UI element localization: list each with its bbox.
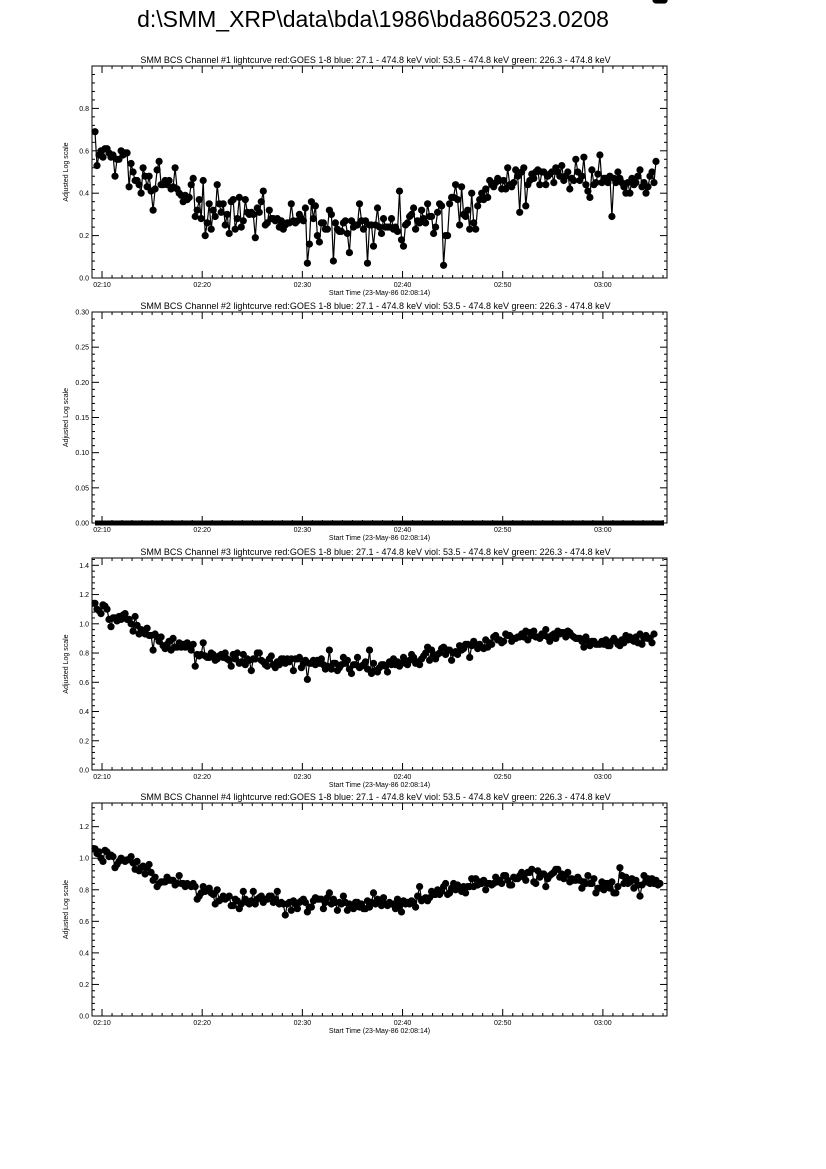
data-point: [482, 185, 489, 192]
data-point: [374, 204, 381, 211]
data-point: [614, 168, 621, 175]
data-point: [294, 905, 301, 912]
data-point: [210, 207, 217, 214]
data-point: [266, 207, 273, 214]
data-point: [408, 211, 415, 218]
chart-panel-3: [63, 0, 668, 789]
data-point: [468, 190, 475, 197]
data-point: [586, 194, 593, 201]
data-point: [138, 190, 145, 197]
data-point: [508, 881, 515, 888]
data-point: [582, 181, 589, 188]
data-point: [252, 234, 259, 241]
data-point: [188, 181, 195, 188]
data-point: [558, 162, 565, 169]
data-point: [99, 858, 106, 865]
data-point: [240, 217, 247, 224]
data-point: [232, 226, 239, 233]
data-point: [304, 676, 311, 683]
data-point: [354, 654, 361, 661]
data-point: [190, 641, 197, 648]
data-point: [312, 202, 319, 209]
data-point: [222, 221, 229, 228]
data-point: [650, 630, 657, 637]
data-point: [608, 213, 615, 220]
data-point: [250, 888, 257, 895]
plot-frame: [92, 312, 667, 523]
data-point: [140, 164, 147, 171]
y-axis-label: Adjusted Log scale: [63, 387, 70, 448]
data-point: [314, 232, 321, 239]
data-point: [474, 202, 481, 209]
y-tick-label: 0.0: [79, 275, 89, 283]
x-tick-label: 02:20: [193, 774, 211, 781]
x-tick-label: 02:40: [393, 1020, 412, 1027]
data-point: [370, 889, 377, 896]
data-point: [564, 168, 571, 175]
data-point: [176, 872, 183, 879]
x-tick-label: 03:00: [594, 282, 612, 289]
x-tick-label: 02:20: [193, 1020, 211, 1027]
y-tick-label: 0.05: [75, 485, 89, 493]
data-point: [103, 606, 110, 613]
data-point: [516, 209, 523, 216]
data-point: [616, 864, 623, 871]
data-point: [432, 224, 439, 231]
chart-title: SMM BCS Channel #3 lightcurve red:GOES 1-8 blue: 27.1 - 474.8 keV viol: 53.5 - 474.8 keV green: 226.3 - 474.8 keV: [140, 547, 611, 557]
data-point: [394, 228, 401, 235]
data-point: [97, 610, 104, 617]
data-point: [434, 209, 441, 216]
data-point: [212, 213, 219, 220]
x-tick-label: 02:30: [293, 282, 312, 289]
y-axis-label: Adjusted Log scale: [63, 879, 70, 940]
data-point: [192, 663, 199, 670]
data-point: [328, 211, 335, 218]
data-point: [136, 181, 143, 188]
data-point: [166, 177, 173, 184]
chart-title: SMM BCS Channel #1 lightcurve red:GOES 1-8 blue: 27.1 - 474.8 keV viol: 53.5 - 474.8 keV green: 226.3 - 474.8 keV: [140, 55, 611, 65]
data-point: [522, 202, 529, 209]
data-point: [308, 904, 315, 911]
data-point: [634, 173, 641, 180]
data-point: [626, 190, 633, 197]
chart-panel-4: [63, 0, 668, 1035]
data-point: [242, 196, 249, 203]
x-tick-label: 02:50: [493, 774, 512, 781]
data-point: [484, 194, 491, 201]
data-point: [326, 889, 333, 896]
y-tick-label: 0.4: [79, 709, 89, 717]
x-tick-label: 02:50: [493, 527, 512, 534]
y-tick-label: 1.2: [79, 824, 89, 832]
data-point: [204, 219, 211, 226]
data-point: [340, 893, 347, 900]
data-point: [111, 173, 118, 180]
data-point: [332, 219, 339, 226]
x-tick-label: 02:40: [393, 282, 412, 289]
data-point: [128, 620, 135, 627]
data-point: [158, 633, 165, 640]
data-point: [310, 215, 317, 222]
data-point: [412, 226, 419, 233]
y-tick-label: 0.0: [79, 1013, 89, 1021]
data-point: [580, 154, 587, 161]
y-tick-label: 0.2: [79, 233, 89, 241]
x-tick-label: 02:10: [93, 282, 111, 289]
x-tick-label: 02:10: [93, 527, 111, 534]
data-point: [418, 207, 425, 214]
data-point: [248, 667, 255, 674]
data-point: [130, 168, 137, 175]
y-tick-label: 0.6: [79, 679, 89, 687]
x-axis-label: Start Time (23-May-86 02:08:14): [328, 782, 431, 789]
data-point: [134, 858, 141, 865]
data-point: [198, 215, 205, 222]
data-point: [186, 194, 193, 201]
y-tick-label: 0.8: [79, 650, 89, 658]
data-point: [128, 853, 135, 860]
y-tick-label: 1.0: [79, 855, 89, 863]
y-tick-label: 0.30: [75, 309, 89, 317]
data-point: [360, 226, 367, 233]
data-point: [200, 177, 207, 184]
data-point: [642, 190, 649, 197]
data-point: [388, 215, 395, 222]
data-point: [594, 171, 601, 178]
data-point: [550, 179, 557, 186]
data-point: [109, 853, 116, 860]
data-point: [192, 883, 199, 890]
data-point: [206, 200, 213, 207]
data-point: [396, 188, 403, 195]
data-point: [500, 177, 507, 184]
data-point: [274, 888, 281, 895]
data-point: [288, 907, 295, 914]
data-point: [304, 260, 311, 267]
data-point: [238, 224, 245, 231]
x-tick-label: 02:50: [493, 1020, 512, 1027]
data-point: [528, 866, 535, 873]
x-tick-label: 03:00: [594, 1020, 612, 1027]
y-tick-label: 0.0: [79, 767, 89, 775]
data-point: [412, 904, 419, 911]
data-point: [584, 188, 591, 195]
data-point: [258, 198, 265, 205]
data-point: [596, 151, 603, 158]
data-point: [208, 226, 215, 233]
data-point: [458, 183, 465, 190]
data-point: [438, 202, 445, 209]
chart-title: SMM BCS Channel #4 lightcurve red:GOES 1-8 blue: 27.1 - 474.8 keV viol: 53.5 - 474.8 keV green: 226.3 - 474.8 keV: [140, 792, 611, 802]
data-point: [288, 200, 295, 207]
data-point: [326, 647, 333, 654]
data-point: [344, 657, 351, 664]
data-point: [99, 154, 106, 161]
chart-panel-1: [63, 0, 668, 297]
data-point: [422, 219, 429, 226]
data-point: [590, 875, 597, 882]
data-point: [384, 668, 391, 675]
y-tick-label: 0.2: [79, 981, 89, 989]
x-tick-label: 02:40: [393, 774, 412, 781]
data-point: [648, 168, 655, 175]
data-point: [470, 219, 477, 226]
data-point: [356, 200, 363, 207]
data-point: [410, 204, 417, 211]
x-tick-label: 02:30: [293, 1020, 312, 1027]
y-tick-label: 0.25: [75, 344, 89, 352]
data-point: [190, 175, 197, 182]
data-point: [564, 869, 571, 876]
y-tick-label: 0.8: [79, 887, 89, 895]
data-point: [636, 893, 643, 900]
y-tick-label: 1.0: [79, 621, 89, 629]
data-point: [234, 649, 241, 656]
data-point: [226, 230, 233, 237]
data-point: [378, 230, 385, 237]
data-point: [454, 196, 461, 203]
data-point: [510, 179, 517, 186]
data-point: [344, 230, 351, 237]
data-point: [300, 217, 307, 224]
data-point: [530, 175, 537, 182]
data-point: [93, 162, 100, 169]
data-point: [520, 164, 527, 171]
data-point: [324, 226, 331, 233]
data-point: [302, 204, 309, 211]
plot-frame: [92, 803, 667, 1016]
data-point: [202, 232, 209, 239]
data-point: [370, 243, 377, 250]
x-axis-label: Start Time (23-May-86 02:08:14): [328, 1028, 431, 1035]
data-point: [150, 207, 157, 214]
data-point: [404, 219, 411, 226]
data-point: [652, 158, 659, 165]
data-point: [240, 888, 247, 895]
data-point: [220, 200, 227, 207]
data-point: [608, 878, 615, 885]
x-tick-label: 02:20: [193, 527, 211, 534]
data-point: [124, 149, 131, 156]
data-point: [282, 911, 289, 918]
y-axis-label: Adjusted Log scale: [63, 634, 70, 694]
data-point: [472, 226, 479, 233]
data-point: [256, 209, 263, 216]
data-point: [398, 236, 405, 243]
data-point: [380, 215, 387, 222]
data-point: [578, 173, 585, 180]
data-point: [91, 128, 98, 135]
x-tick-label: 02:40: [393, 527, 412, 534]
data-point: [648, 639, 655, 646]
data-point: [260, 188, 267, 195]
data-point: [152, 874, 159, 881]
x-tick-label: 03:00: [594, 527, 612, 534]
data-point: [320, 905, 327, 912]
data-point: [542, 181, 549, 188]
data-point: [306, 241, 313, 248]
data-point: [156, 158, 163, 165]
data-point: [466, 654, 473, 661]
data-point: [107, 623, 114, 630]
data-point: [464, 207, 471, 214]
data-point: [456, 221, 463, 228]
data-point: [366, 647, 373, 654]
data-point: [430, 230, 437, 237]
data-point: [482, 886, 489, 893]
data-point: [214, 886, 221, 893]
data-point: [462, 889, 469, 896]
data-point: [612, 889, 619, 896]
data-point: [636, 166, 643, 173]
y-tick-label: 0.8: [79, 105, 89, 113]
data-point: [154, 166, 161, 173]
data-point: [580, 644, 587, 651]
data-point: [572, 156, 579, 163]
data-point: [604, 179, 611, 186]
x-tick-label: 02:20: [193, 282, 211, 289]
x-tick-label: 02:30: [293, 527, 312, 534]
data-point: [200, 639, 207, 646]
data-point: [128, 160, 135, 167]
data-point: [444, 232, 451, 239]
y-tick-label: 0.4: [79, 190, 89, 198]
y-tick-label: 0.10: [75, 450, 89, 458]
data-point: [650, 179, 657, 186]
x-axis-label: Start Time (23-May-86 02:08:14): [328, 290, 431, 297]
data-point: [380, 894, 387, 901]
data-point: [150, 647, 157, 654]
chart-panel-2: [63, 301, 667, 542]
data-point: [656, 880, 663, 887]
y-tick-label: 0.00: [75, 520, 89, 528]
x-tick-label: 02:30: [293, 774, 312, 781]
data-point: [346, 249, 353, 256]
data-point: [504, 164, 511, 171]
data-point: [126, 183, 133, 190]
data-point: [170, 635, 177, 642]
y-tick-label: 0.15: [75, 415, 89, 422]
data-point: [370, 660, 377, 667]
data-point: [400, 243, 407, 250]
y-tick-label: 0.20: [75, 379, 89, 387]
data-point: [290, 667, 297, 674]
data-point: [446, 200, 453, 207]
data-point: [424, 200, 431, 207]
data-point: [428, 213, 435, 220]
data-point: [364, 260, 371, 267]
data-point: [448, 657, 455, 664]
data-point: [442, 880, 449, 887]
data-point: [334, 907, 341, 914]
data-point: [264, 663, 271, 670]
data-point: [542, 626, 549, 633]
data-point: [268, 652, 275, 659]
data-point: [566, 185, 573, 192]
data-point: [320, 219, 327, 226]
data-point: [316, 238, 323, 245]
data-point: [398, 908, 405, 915]
data-point: [644, 183, 651, 190]
y-tick-label: 0.6: [79, 148, 89, 156]
data-point: [214, 181, 221, 188]
chart-title: SMM BCS Channel #2 lightcurve red:GOES 1-8 blue: 27.1 - 474.8 keV viol: 53.5 - 474.8 keV green: 226.3 - 474.8 keV: [140, 301, 611, 311]
y-axis-label: Adjusted Log scale: [63, 142, 70, 202]
y-tick-label: 1.4: [79, 562, 89, 570]
data-point: [462, 213, 469, 220]
data-point: [488, 641, 495, 648]
data-point: [256, 649, 263, 656]
data-point: [440, 262, 447, 269]
x-tick-label: 03:00: [594, 774, 612, 781]
y-tick-label: 1.2: [79, 592, 89, 600]
data-point: [224, 211, 231, 218]
data-point: [542, 883, 549, 890]
data-point: [588, 166, 595, 173]
data-point: [172, 164, 179, 171]
data-point: [146, 861, 153, 868]
data-point: [194, 207, 201, 214]
data-point: [228, 663, 235, 670]
data-point: [330, 257, 337, 264]
data-point: [146, 173, 153, 180]
x-tick-label: 02:50: [493, 282, 512, 289]
data-point: [632, 179, 639, 186]
data-point: [152, 185, 159, 192]
page-title: d:\SMM_XRP\data\bda\1986\bda860523.0208: [137, 6, 609, 32]
data-point: [348, 670, 355, 677]
data-point: [522, 877, 529, 884]
y-tick-label: 0.2: [79, 738, 89, 746]
data-point: [144, 625, 151, 632]
x-tick-label: 02:10: [93, 774, 111, 781]
x-axis-label: Start Time (23-May-86 02:08:14): [328, 535, 431, 542]
x-tick-label: 02:10: [93, 1020, 111, 1027]
data-point: [362, 658, 369, 665]
data-point: [532, 880, 539, 887]
y-tick-label: 0.6: [79, 918, 89, 926]
data-point: [132, 613, 139, 620]
data-point: [416, 883, 423, 890]
data-point: [196, 196, 203, 203]
y-tick-label: 0.4: [79, 950, 89, 958]
